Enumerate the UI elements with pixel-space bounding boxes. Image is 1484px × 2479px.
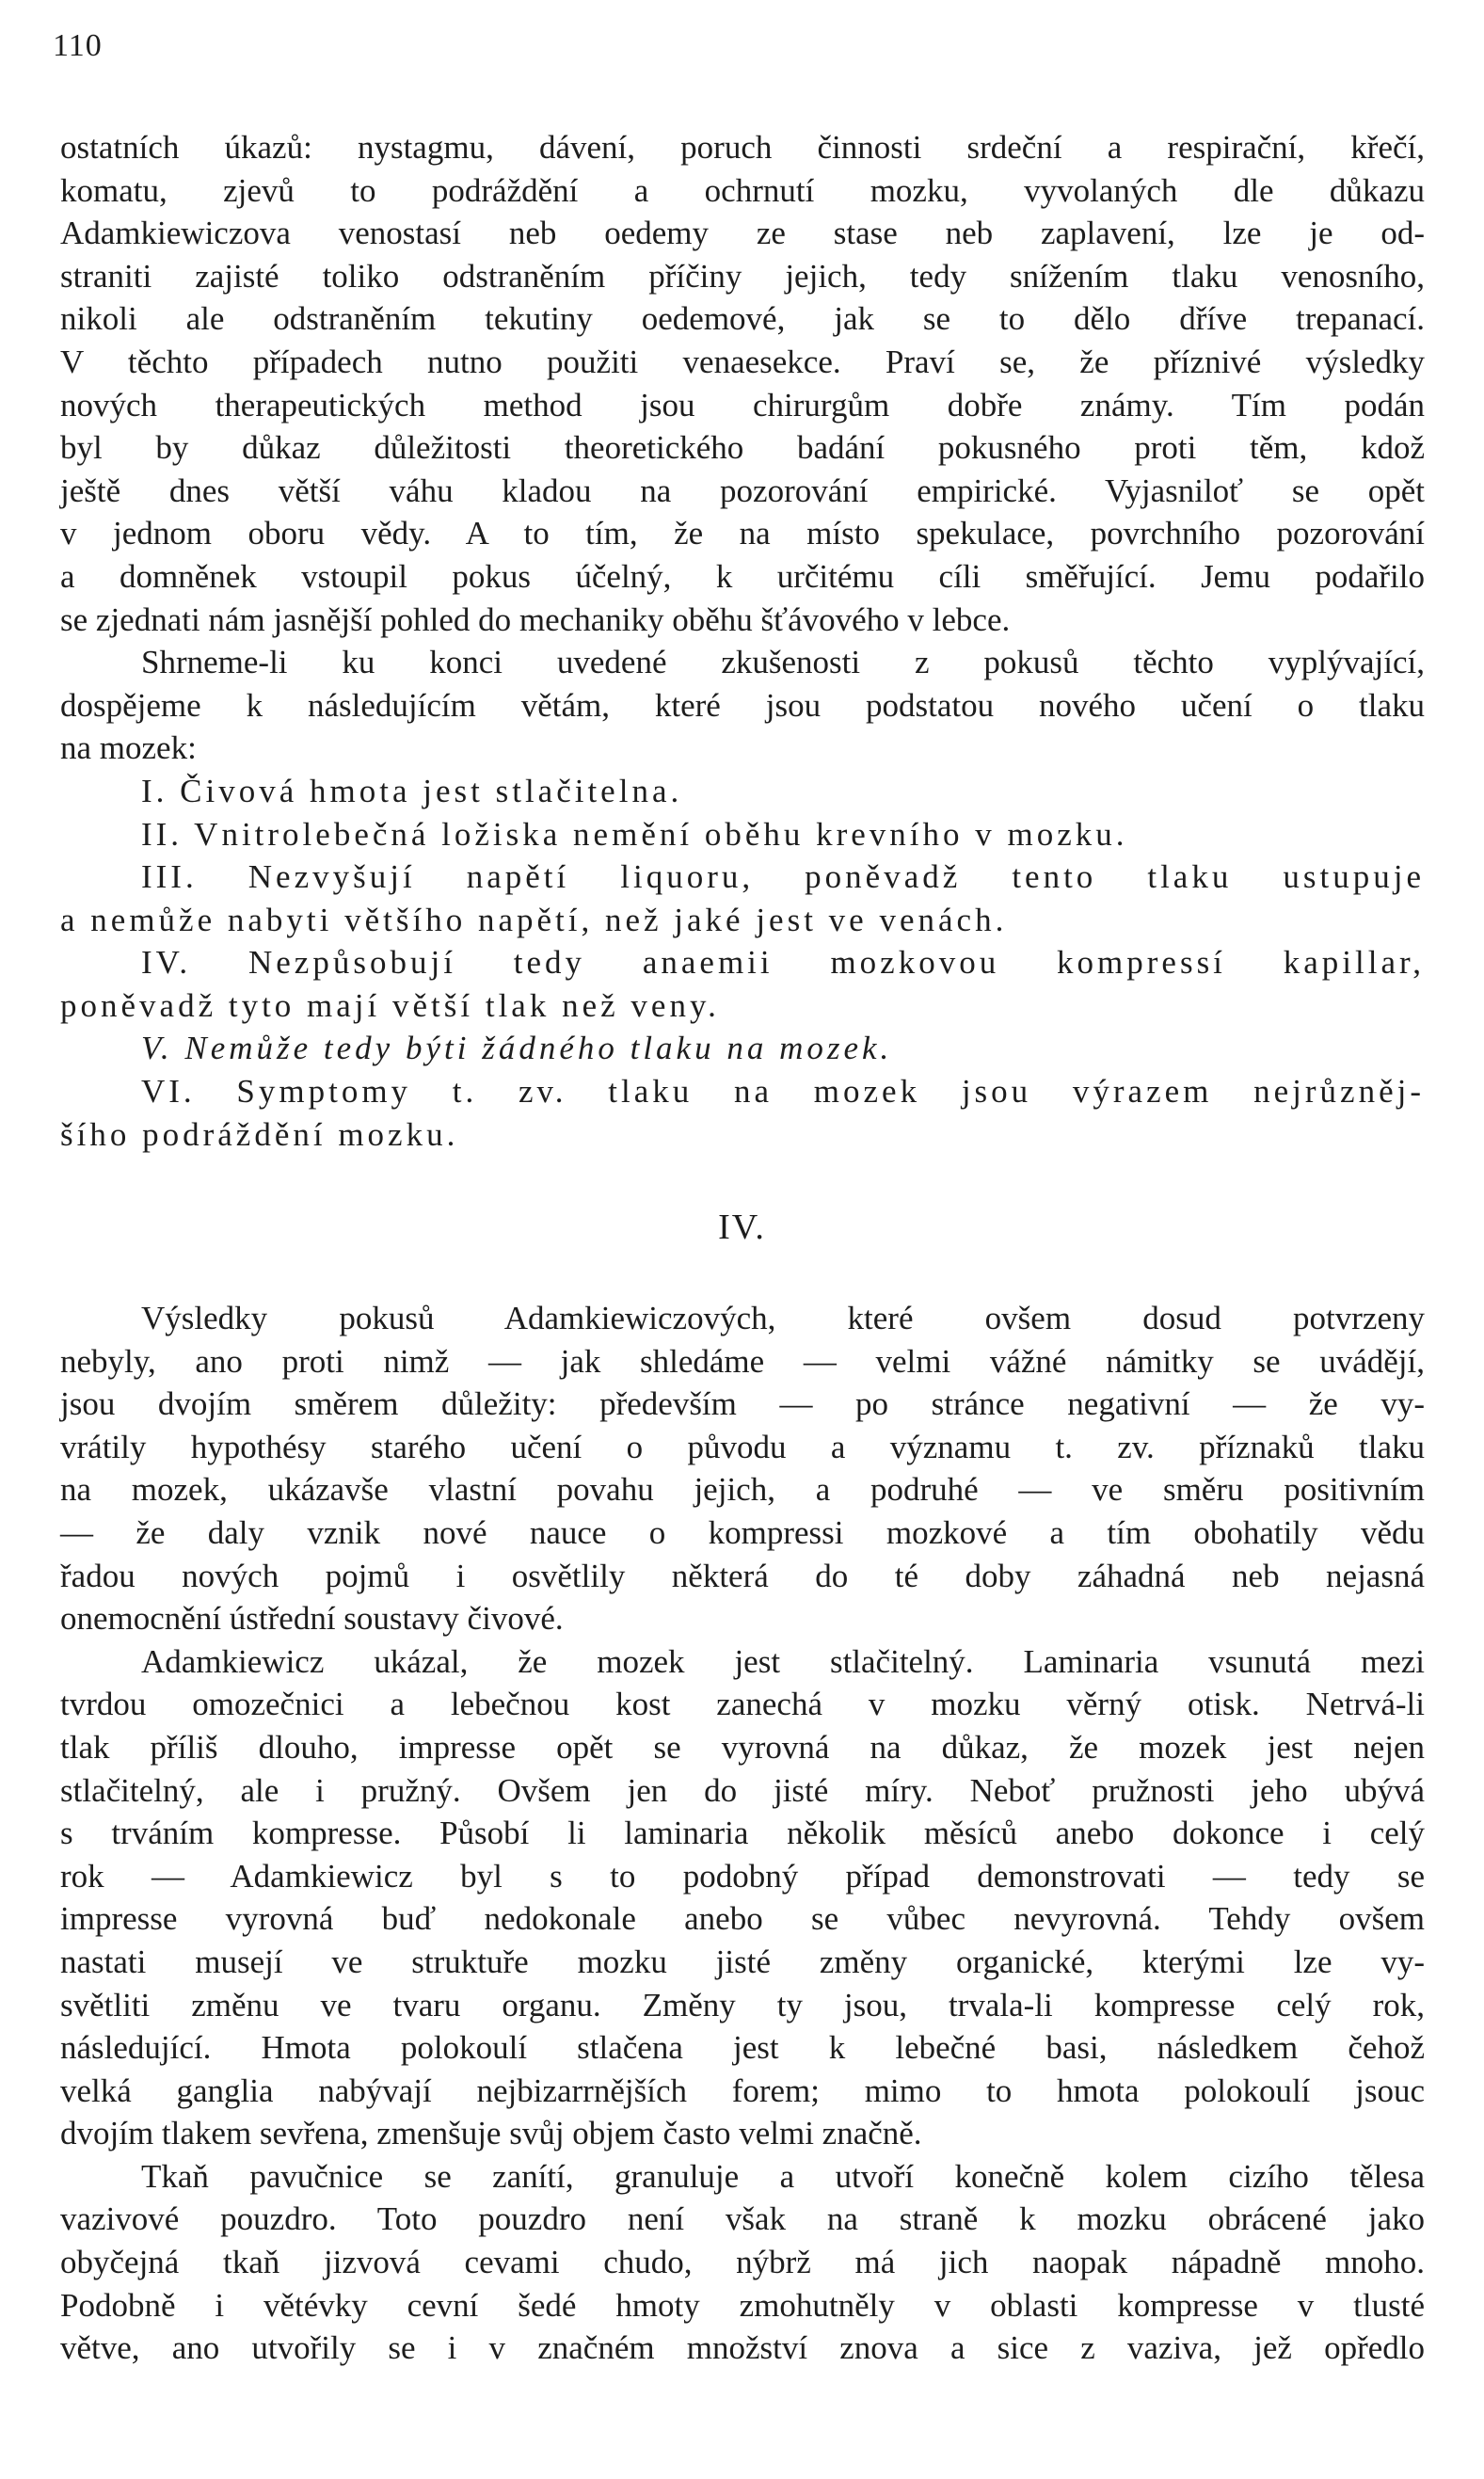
text-line: jsou dvojím směrem důležity: především — po stránce negativní — že vy- bbox=[60, 1385, 1425, 1423]
text-line: Tkaň pavučnice se zanítí, granuluje a utvoří konečně kolem cizího tělesa bbox=[141, 2157, 1425, 2195]
text-line: Podobně i větévky cevní šedé hmoty zmohutněly v oblasti kompresse v tlusté bbox=[60, 2286, 1425, 2324]
text-line: s trváním kompresse. Působí li laminaria několik měsíců anebo dokonce i celý bbox=[60, 1815, 1425, 1852]
text-line: Adamkiewiczova venostasí neb oedemy ze stase neb zaplavení, lze je od- bbox=[60, 215, 1425, 252]
text-line: ostatních úkazů: nystagmu, dávení, poruch činnosti srdeční a respirační, křečí, bbox=[60, 129, 1425, 166]
text-line: V těchto případech nutno použiti venaesekce. Praví se, že příznivé výsledky bbox=[60, 343, 1425, 380]
text-line: straniti zajisté toliko odstraněním příčiny jejich, tedy snížením tlaku venosního, bbox=[60, 257, 1425, 295]
thesis-item: V. Nemůže tedy býti žádného tlaku na mozek. bbox=[141, 1030, 893, 1067]
thesis-item: I. Čivová hmota jest stlačitelna. bbox=[141, 772, 683, 809]
text-line: velká ganglia nabývají nejbizarrnějších forem; mimo to hmota polokoulí jsouc bbox=[60, 2071, 1425, 2109]
text-line: na mozek, ukázavše vlastní povahu jejich, a podruhé — ve směru positivním bbox=[60, 1471, 1425, 1509]
text-line: na mozek: bbox=[60, 729, 197, 767]
text-line: větve, ano utvořily se i v značném množství znova a sice z vaziva, jež opředlo bbox=[60, 2329, 1425, 2367]
thesis-item: VI. Symptomy t. zv. tlaku na mozek jsou výrazem nejrůzněj- bbox=[141, 1073, 1425, 1111]
text-line: impresse vyrovná buď nedokonale anebo se vůbec nevyrovná. Tehdy ovšem bbox=[60, 1900, 1425, 1938]
thesis-item-continued: poněvadž tyto mají větší tlak než veny. bbox=[60, 986, 720, 1024]
text-line: světliti změnu ve tvaru organu. Změny ty jsou, trvala-li kompresse celý rok, bbox=[60, 1986, 1425, 2023]
thesis-item: III. Nezvyšují napětí liquoru, poněvadž tento tlaku ustupuje bbox=[141, 858, 1425, 896]
section-1-text bbox=[60, 126, 1425, 1156]
text-line: nikoli ale odstraněním tekutiny oedemové, jak se to dělo dříve trepanací. bbox=[60, 300, 1425, 338]
text-line: dospějeme k následujícím větám, které jsou podstatou nového učení o tlaku bbox=[60, 686, 1425, 724]
text-line: Adamkiewicz ukázal, že mozek jest stlačitelný. Laminaria vsunutá mezi bbox=[141, 1642, 1425, 1680]
text-line: byl by důkaz důležitosti theoretického badání pokusného proti těm, kdož bbox=[60, 429, 1425, 467]
text-line: následující. Hmota polokoulí stlačena jest k lebečné basi, následkem čehož bbox=[60, 2029, 1425, 2067]
text-line: — že daly vznik nové nauce o kompressi mozkové a tím obohatily vědu bbox=[60, 1513, 1425, 1551]
text-line: nastati musejí ve struktuře mozku jisté změny organické, kterými lze vy- bbox=[60, 1943, 1425, 1980]
text-line: vrátily hypothésy starého učení o původu a významu t. zv. příznaků tlaku bbox=[60, 1428, 1425, 1465]
text-line: dvojím tlakem sevřena, zmenšuje svůj objem často velmi značně. bbox=[60, 2115, 922, 2152]
text-line: Výsledky pokusů Adamkiewiczových, které ovšem dosud potvrzeny bbox=[141, 1300, 1425, 1336]
text-line: nových therapeutických method jsou chirurgům dobře známy. Tím podán bbox=[60, 386, 1425, 424]
section-heading: IV. bbox=[718, 1208, 766, 1247]
text-line: komatu, zjevů to podráždění a ochrnutí mozku, vyvolaných dle důkazu bbox=[60, 171, 1425, 209]
text-line: stlačitelný, ale i pružný. Ovšem jen do jisté míry. Neboť pružnosti jeho ubývá bbox=[60, 1771, 1425, 1809]
text-line: vazivové pouzdro. Toto pouzdro není však na straně k mozku obrácené jako bbox=[60, 2200, 1425, 2238]
text-line: v jednom oboru vědy. A to tím, že na místo spekulace, povrchního pozorování bbox=[60, 515, 1425, 552]
text-line: a domněnek vstoupil pokus účelný, k určitému cíli směřující. Jemu podařilo bbox=[60, 557, 1425, 595]
text-line: tlak příliš dlouho, impresse opět se vyrovná na důkaz, že mozek jest nejen bbox=[60, 1728, 1425, 1766]
text-line: onemocnění ústřední soustavy čivové. bbox=[60, 1600, 564, 1638]
thesis-item-continued: a nemůže nabyti většího napětí, než jaké jest ve venách. bbox=[60, 901, 1008, 938]
section-2-text bbox=[60, 1297, 1425, 2370]
text-line: Shrneme-li ku konci uvedené zkušenosti z pokusů těchto vyplývající, bbox=[141, 644, 1425, 681]
text-line: se zjednati nám jasnější pohled do mechaniky oběhu šťávového v lebce. bbox=[60, 600, 1011, 638]
text-line: tvrdou omozečnici a lebečnou kost zanechá v mozku věrný otisk. Netrvá-li bbox=[60, 1686, 1425, 1723]
text-line: řadou nových pojmů i osvětlily některá do té doby záhadná neb nejasná bbox=[60, 1557, 1425, 1594]
page-number: 110 bbox=[53, 28, 103, 63]
text-line: rok — Adamkiewicz byl s to podobný případ demonstrovati — tedy se bbox=[60, 1857, 1425, 1895]
thesis-item: II. Vnitrolebečná ložiska nemění oběhu krevního v mozku. bbox=[141, 815, 1128, 853]
thesis-item: IV. Nezpůsobují tedy anaemii mozkovou kompressí kapillar, bbox=[141, 944, 1425, 982]
text-line: nebyly, ano proti nimž — jak shledáme — velmi vážné námitky se uvádějí, bbox=[60, 1342, 1425, 1380]
thesis-item-continued: šího podráždění mozku. bbox=[60, 1115, 459, 1153]
text-line: obyčejná tkaň jizvová cevami chudo, nýbrž má jich naopak nápadně mnoho. bbox=[60, 2244, 1425, 2281]
text-line: ještě dnes větší váhu kladou na pozorování empirické. Vyjasniloť se opět bbox=[60, 472, 1425, 509]
